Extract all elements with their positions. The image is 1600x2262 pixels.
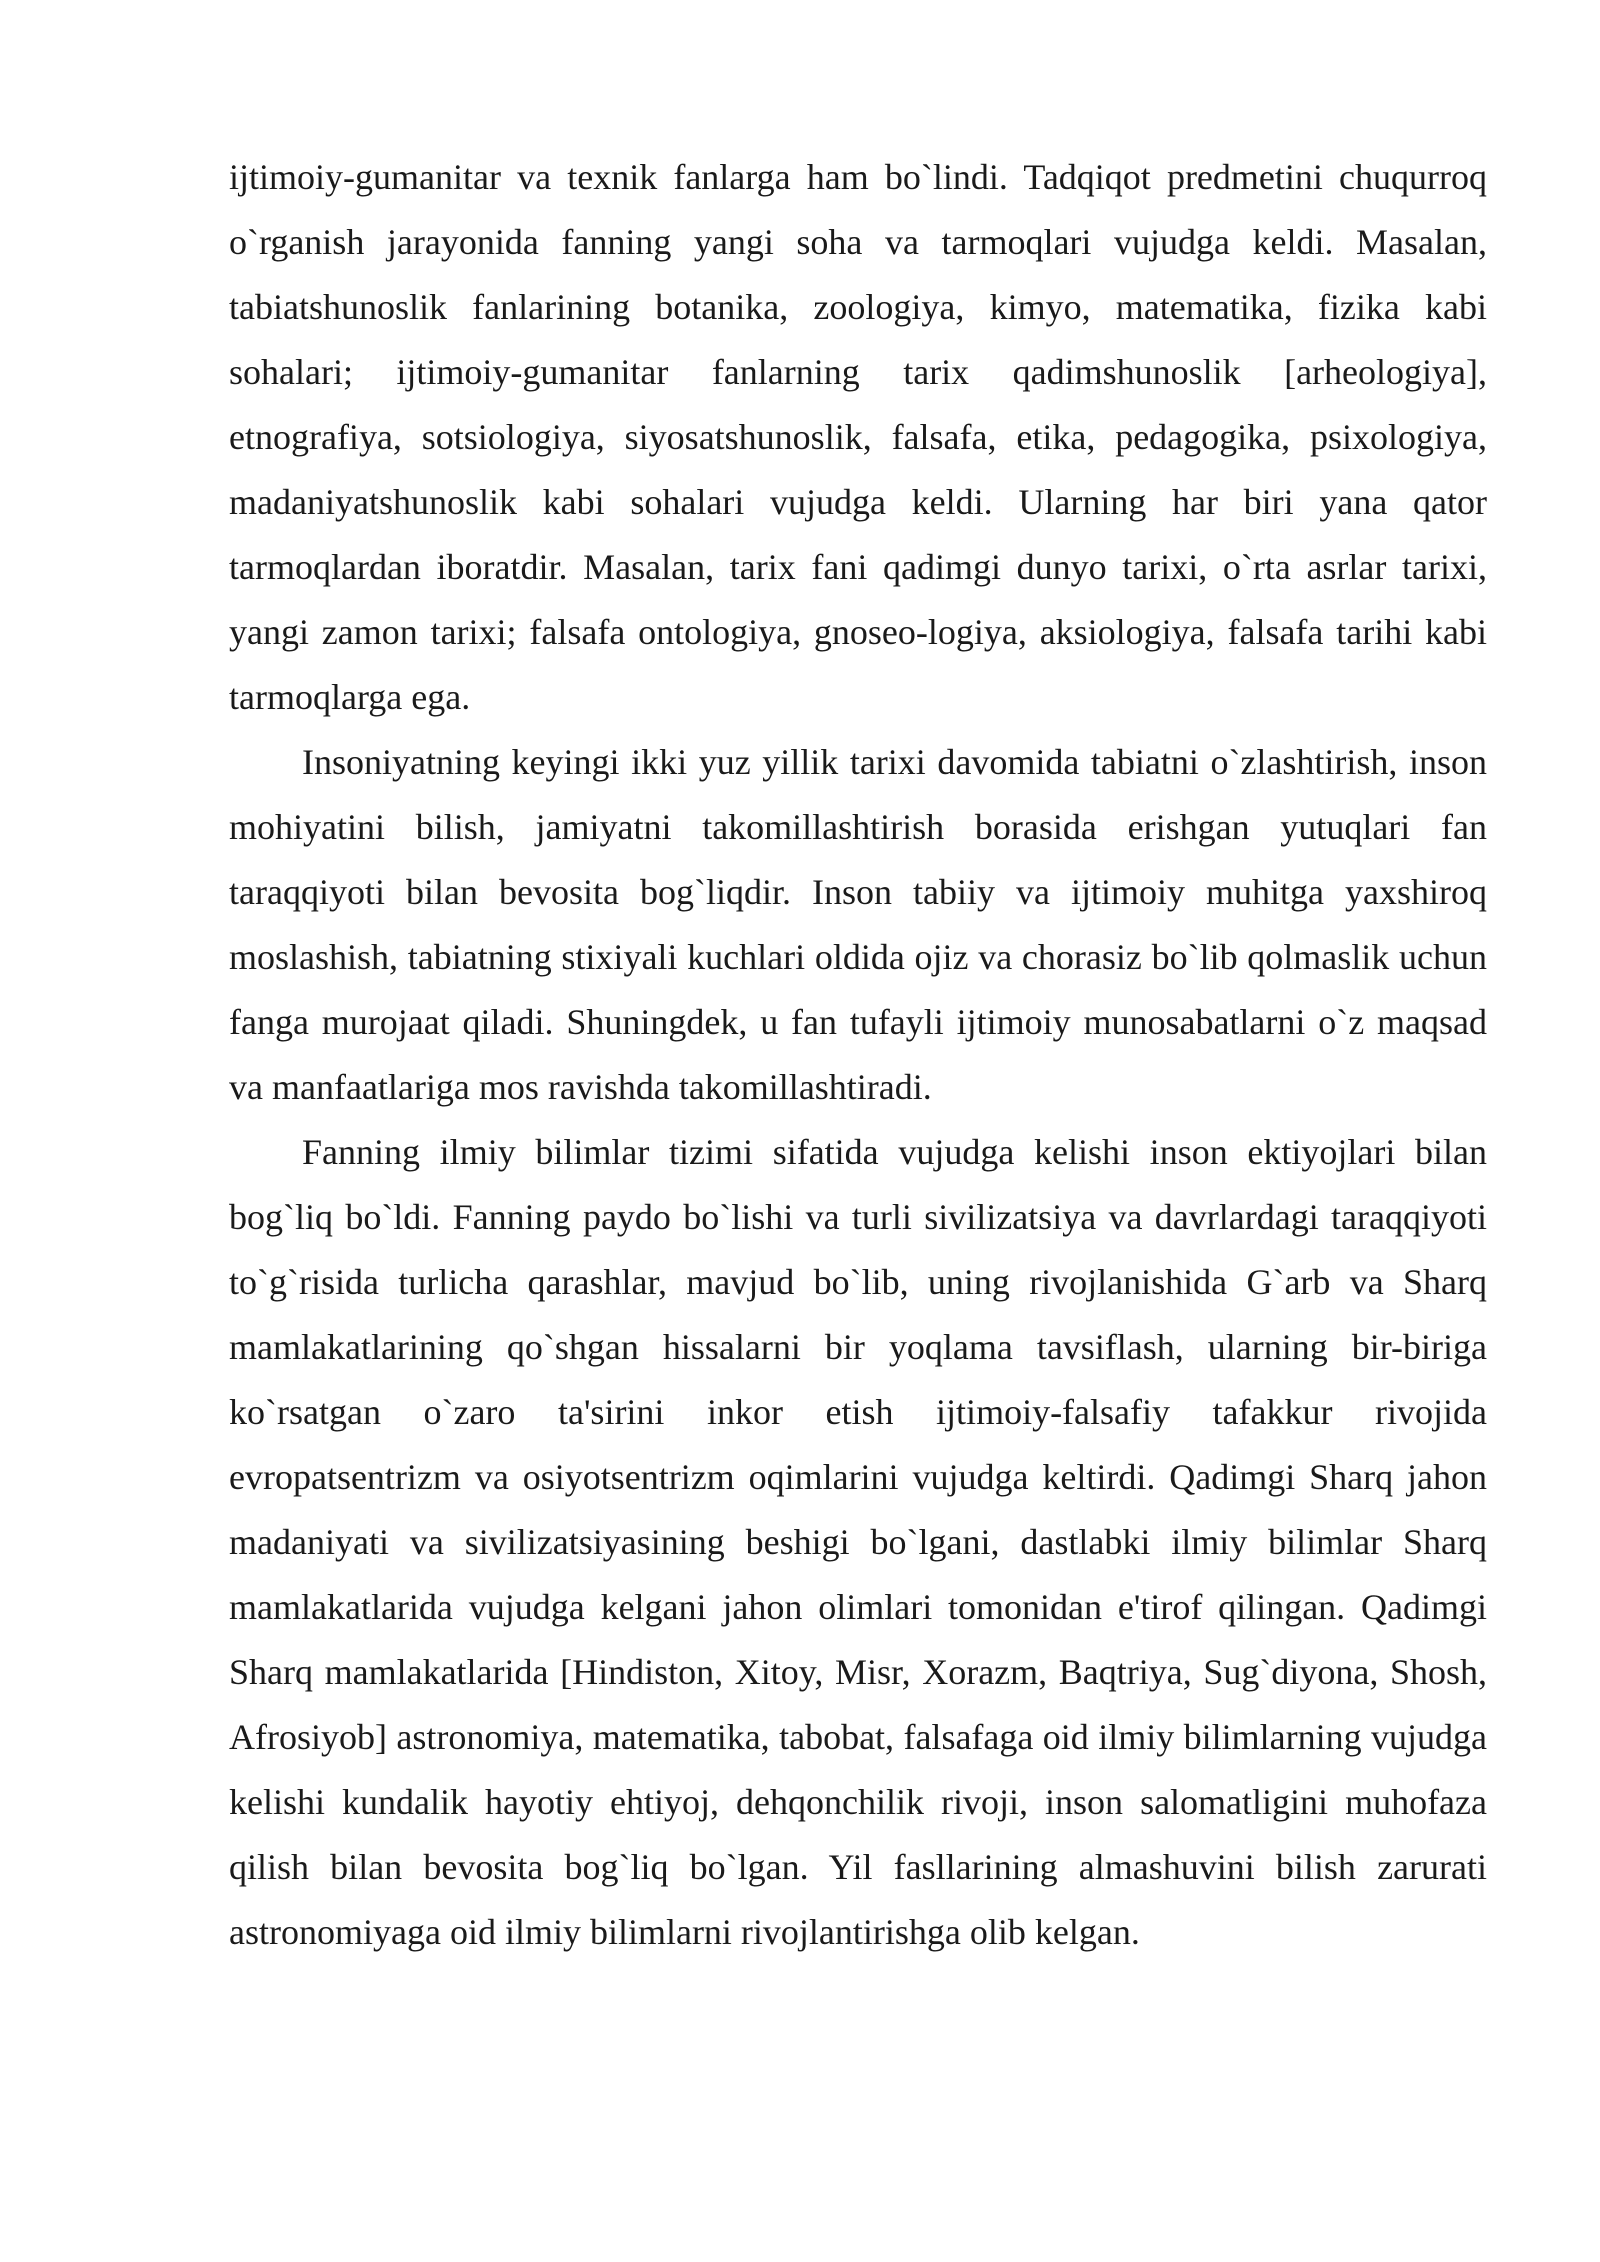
body-text [229, 145, 1487, 1965]
paragraph-2: Insoniyatning keyingi ikki yuz yillik tarixi davomida tabiatni o`zlashtirish, inson mohiyatini bilish, jamiyatni takomillashtirish borasida erishgan yutuqlari fan taraqqiyoti bilan bevosita bog`liqdir. Inson tabiiy va ijtimoiy muhitga yaxshiroq moslashish, tabiatning stixiyali kuchlari oldida ojiz va chorasiz bo`lib qolmaslik uchun fanga murojaat qiladi. Shuningdek, u fan tufayli ijtimoiy munosabatlarni o`z maqsad va manfaatlariga mos ravishda takomillashtiradi. [229, 742, 1487, 1107]
paragraph-1: ijtimoiy-gumanitar va texnik fanlarga ham bo`lindi. Tadqiqot predmetini chuqurroq o`rganish jarayonida fanning yangi soha va tarmoqlari vujudga keldi. Masalan, tabiatshunoslik fanlarining botanika, zoologiya, kimyo, matematika, fizika kabi sohalari; ijtimoiy-gumanitar fanlarning tarix qadimshunoslik [arheologiya], etnografiya, sotsiologiya, siyosatshunoslik, falsafa, etika, pedagogika, psixologiya, madaniyatshunoslik kabi sohalari vujudga keldi. Ularning har biri yana qator tarmoqlardan iboratdir. Masalan, tarix fani qadimgi dunyo tarixi, o`rta asrlar tarixi, yangi zamon tarixi; falsafa ontologiya, gnoseo-logiya, aksiologiya, falsafa tarihi kabi tarmoqlarga ega. [229, 157, 1487, 717]
paragraph-3: Fanning ilmiy bilimlar tizimi sifatida vujudga kelishi inson ektiyojlari bilan bog`liq bo`ldi. Fanning paydo bo`lishi va turli sivilizatsiya va davrlardagi taraqqiyoti to`g`risida turlicha qarashlar, mavjud bo`lib, uning rivojlanishida G`arb va Sharq mamlakatlarining qo`shgan hissalarni bir yoqlama tavsiflash, ularning bir-biriga ko`rsatgan o`zaro ta'sirini inkor etish ijtimoiy-falsafiy tafakkur rivojida evropatsentrizm va osiyotsentrizm oqimlarini vujudga keltirdi. Qadimgi Sharq jahon madaniyati va sivilizatsiyasining beshigi bo`lgani, dastlabki ilmiy bilimlar Sharq mamlakatlarida vujudga kelgani jahon olimlari tomonidan e'tirof qilingan. Qadimgi Sharq mamlakatlarida [Hindiston, Xitoy, Misr, Xorazm, Baqtriya, Sug`diyona, Shosh, Afrosiyob] astronomiya, matematika, tabobat, falsafaga oid ilmiy bilimlarning vujudga kelishi kundalik hayotiy ehtiyoj, dehqonchilik rivoji, inson salomatligini muhofaza qilish bilan bevosita bog`liq bo`lgan. Yil fasllarining almashuvini bilish zarurati astronomiyaga oid ilmiy bilimlarni rivojlantirishga olib kelgan. [229, 1132, 1487, 1952]
